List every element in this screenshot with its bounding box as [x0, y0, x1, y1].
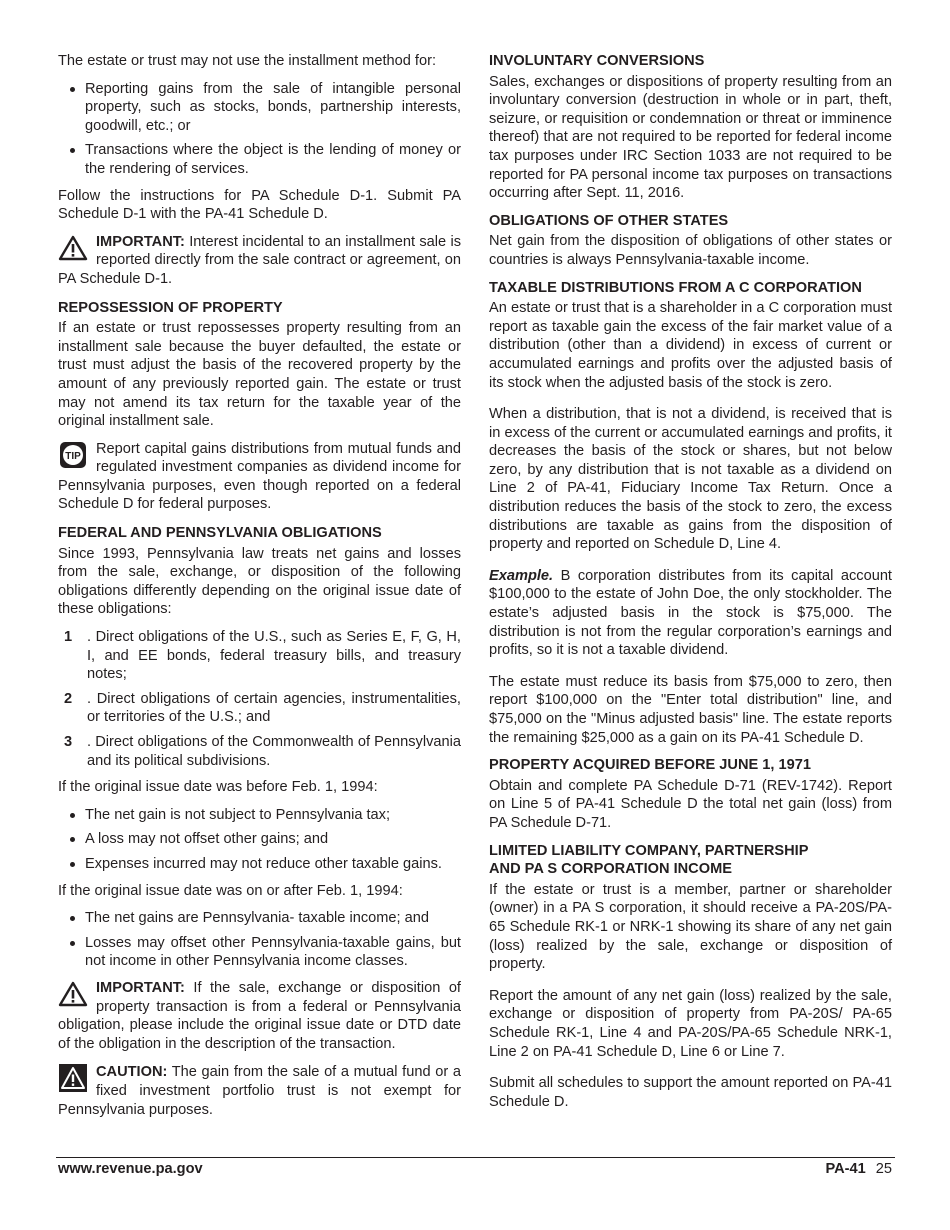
involuntary-conversions-text: Sales, exchanges or dispositions of property resulting from an involuntary conversion (destruction in whole or in part, theft, seizure, or requisition or condemnation or threat or imminence thereof) that are not required to be reported for federal income tax purposes under IRC Section 1033 are not required to be reported for PA personal income tax purposes on transactions occurring after Sept. 11, 2016.	[489, 73, 892, 202]
footer-divider	[56, 1157, 895, 1158]
warning-icon	[58, 980, 88, 1008]
footer-form-name: PA-41	[825, 1161, 866, 1177]
example-label: Example.	[489, 567, 554, 584]
list-item	[58, 628, 461, 684]
list-number: 1	[64, 629, 73, 646]
list-item-text: . Direct obligations of the U.S., such as Series E, F, G, H, I, and EE bonds, federal treasury bills, and treasury notes;	[87, 629, 461, 683]
important-callout-obligation-date	[58, 979, 461, 1053]
example-paragraph	[489, 567, 892, 660]
follow-instructions-text: Follow the instructions for PA Schedule D-1. Submit PA Schedule D-1 with the PA-41 Schedule D.	[58, 187, 461, 223]
section-heading-repossession: REPOSSESSION OF PROPERTY	[58, 299, 283, 316]
tip-icon	[58, 441, 88, 469]
section-heading-c-corporation: TAXABLE DISTRIBUTIONS FROM A C CORPORATION	[489, 279, 862, 296]
list-item: Expenses incurred may not reduce other taxable gains.	[58, 855, 461, 874]
footer-website-link[interactable]: www.revenue.pa.gov	[58, 1161, 203, 1177]
before-1994-bullet-list	[58, 806, 461, 874]
list-item: Reporting gains from the sale of intangible personal property, such as stocks, bonds, partnership interests, goodwill, etc.; or	[58, 80, 461, 136]
list-item	[58, 690, 461, 727]
caution-text: The gain from the sale of a mutual fund or a fixed investment portfolio trust is not exempt for Pennsylvania purposes.	[58, 1064, 461, 1118]
llc-text-1: If the estate or trust is a member, partner or shareholder (owner) in a PA S corporation, it should receive a PA-20S/PA-65 Schedule RK-1 or NRK-1 showing its share of any net gain (loss) realized by the sale, exchange or disposition of property.	[489, 881, 892, 973]
c-corporation-text-2: When a distribution, that is not a dividend, is received that is in excess of the current or accumulated earnings and profits, it decreases the basis of the stock or shares, but not below zero, by any distribution that is not taxable as a dividend on Line 2 of PA-41, Fiduciary Income Tax Return. Once a distribution reduces the basis of the stock to zero, the excess distributions are taxable as gains from the disposition of property and reported on Schedule D, Line 4.	[489, 406, 892, 553]
page-number: 25	[875, 1161, 892, 1177]
list-item: Transactions where the object is the lending of money or the rendering of services.	[58, 141, 461, 178]
section-heading-involuntary-conversions: INVOLUNTARY CONVERSIONS	[489, 53, 705, 69]
c-corporation-text-3: The estate must reduce its basis from $75,000 to zero, then report $100,000 on the "Enter total distribution" line, and $75,000 on the "Minus adjusted basis" line. The estate reports the remaining $25,000 as a gain on its PA-41 Schedule D.	[489, 673, 892, 746]
tip-callout	[58, 440, 461, 514]
section-heading-federal-obligations: FEDERAL AND PENNSYLVANIA OBLIGATIONS	[58, 525, 382, 542]
tip-icon-label: TIP	[65, 450, 81, 462]
footer-page-info	[825, 1160, 892, 1179]
caution-label: CAUTION:	[96, 1064, 168, 1081]
important-text: Interest incidental to an installment sale is reported directly from the sale contract or agreement, on PA Schedule D-1.	[58, 233, 461, 287]
list-item: Losses may offset other Pennsylvania-taxable gains, but not income in other Pennsylvania income classes.	[58, 934, 461, 971]
other-states-text: Net gain from the disposition of obligations of other states or countries is always Pennsylvania-taxable income.	[489, 233, 892, 268]
list-number: 2	[64, 690, 73, 707]
right-column	[489, 52, 892, 1120]
list-item: A loss may not offset other gains; and	[58, 830, 461, 849]
section-heading-llc	[489, 842, 892, 879]
tip-text: Report capital gains distributions from mutual funds and regulated investment companies as dividend income for Pennsylvania purposes, even though reported on a federal Schedule D for federal purposes.	[58, 440, 461, 513]
important-label: IMPORTANT:	[96, 979, 185, 996]
heading-line: AND PA S CORPORATION INCOME	[489, 861, 732, 878]
left-column	[58, 52, 461, 1129]
repossession-text: If an estate or trust repossesses property resulting from an installment sale because the buyer defaulted, the estate or trust must adjust the basis of the recovered property by the amount of any previously reported gain. The estate or trust may not amend its tax return for the taxable year of the original installment sale.	[58, 320, 461, 430]
example-text: B corporation distributes from its capital account $100,000 to the estate of John Doe, the only stockholder. The estate’s adjusted basis in the stock is $75,000. The distribution is not from the regular corporation’s earnings and profits, so it is not a taxable dividend.	[489, 567, 892, 659]
before-1971-text: Obtain and complete PA Schedule D-71 (REV-1742). Report on Line 5 of PA-41 Schedule D the total net gain (loss) from PA Schedule D-71.	[489, 777, 892, 831]
list-item: The net gain is not subject to Pennsylvania tax;	[58, 806, 461, 825]
list-number: 3	[64, 734, 73, 750]
section-heading-before-1971: PROPERTY ACQUIRED BEFORE JUNE 1, 1971	[489, 757, 811, 774]
after-1994-intro: If the original issue date was on or after Feb. 1, 1994:	[58, 882, 403, 899]
c-corporation-text-1: An estate or trust that is a shareholder in a C corporation must report as taxable gain the excess of the fair market value of a distribution (other than a dividend) in excess of current or accumulated earnings and profits over the adjusted basis of its stock when the adjusted basis of the stock is zero.	[489, 300, 892, 391]
intro-bullet-list	[58, 80, 461, 179]
important-callout-installment	[58, 233, 461, 289]
obligations-numbered-list	[58, 628, 461, 770]
warning-icon	[58, 234, 88, 262]
heading-line: LIMITED LIABILITY COMPANY, PARTNERSHIP	[489, 842, 809, 859]
list-item-text: . Direct obligations of the Commonwealth of Pennsylvania and its political subdivisions.	[87, 734, 461, 769]
before-1994-intro: If the original issue date was before Feb. 1, 1994:	[58, 779, 378, 796]
section-heading-other-states: OBLIGATIONS OF OTHER STATES	[489, 212, 729, 229]
intro-text: The estate or trust may not use the installment method for:	[58, 53, 436, 69]
list-item-text: . Direct obligations of certain agencies, instrumentalities, or territories of the U.S.; and	[87, 690, 461, 726]
llc-text-3: Submit all schedules to support the amount reported on PA-41 Schedule D.	[489, 1075, 892, 1110]
caution-icon	[58, 1064, 88, 1092]
important-label: IMPORTANT:	[96, 233, 185, 250]
important-text: If the sale, exchange or disposition of property transaction is from a federal or Pennsylvania obligation, please include the original issue date or DTD date of the obligation in the description of the transaction.	[58, 979, 461, 1052]
after-1994-bullet-list	[58, 909, 461, 971]
list-item	[58, 733, 461, 770]
list-item: The net gains are Pennsylvania- taxable income; and	[58, 909, 461, 928]
llc-text-2: Report the amount of any net gain (loss) realized by the sale, exchange or disposition of property from PA-20S/ PA-65 Schedule RK-1, Line 4 and PA-20S/PA-65 Schedule NRK-1, Line 2 on PA-41 Schedule D, Line 6 or Line 7.	[489, 987, 892, 1060]
federal-obligations-text: Since 1993, Pennsylvania law treats net gains and losses from the sale, exchange, or disposition of the following obligations differently depending on the original issue date of these obligations:	[58, 545, 461, 618]
caution-callout	[58, 1063, 461, 1119]
